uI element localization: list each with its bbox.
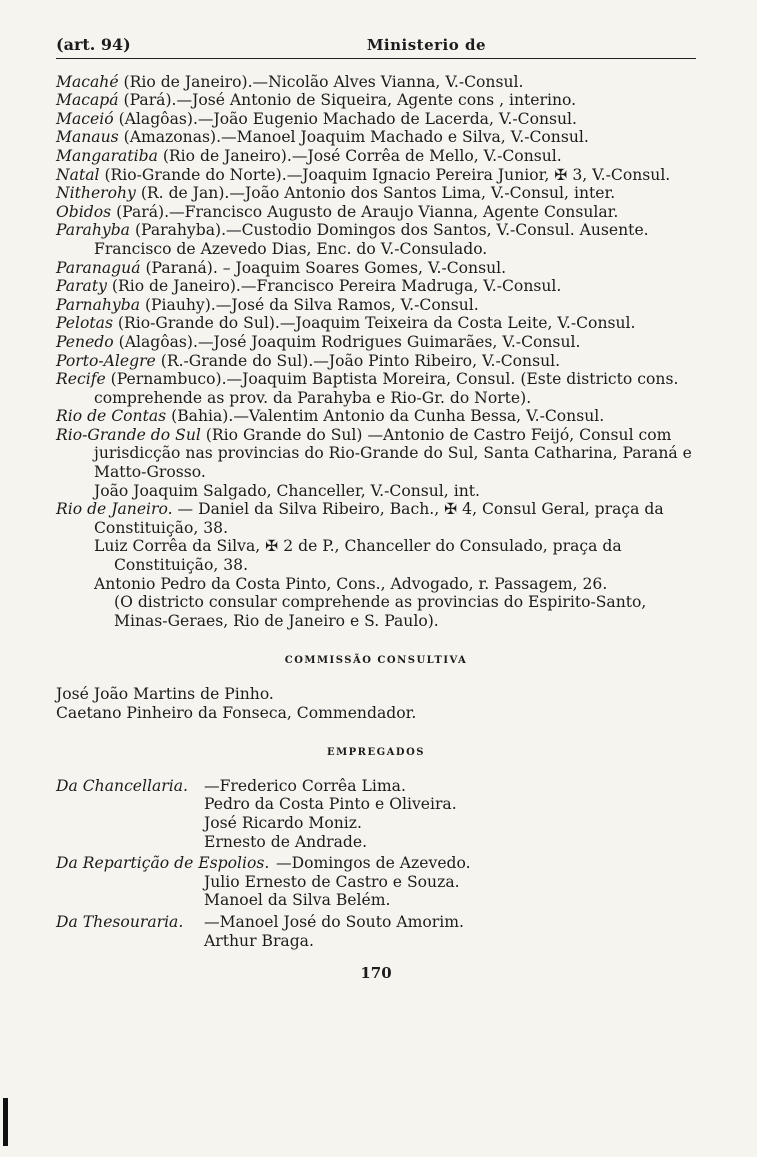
place-name: Paranaguá	[56, 258, 141, 277]
entry-text: (Bahia).—Valentim Antonio da Cunha Bessa, V.-Consul.	[166, 407, 605, 426]
place-name: Nitherohy	[56, 184, 136, 203]
entry-penedo	[56, 333, 696, 352]
commissao-member: José João Martins de Pinho.	[56, 685, 274, 703]
group-label: Da Thesouraria.	[56, 912, 184, 931]
entry-manaus	[56, 128, 696, 147]
entry-text: (Parahyba).—Custodio Domingos dos Santos, V.-Consul. Ausente.	[129, 221, 649, 240]
entry-macapa	[56, 91, 696, 110]
place-name: Paraty	[56, 277, 107, 296]
article-ref: (art. 94)	[56, 35, 131, 54]
employee-name: Ernesto de Andrade.	[204, 832, 368, 851]
place-name: Rio-Grande do Sul	[56, 425, 201, 444]
place-name: Macahé	[56, 72, 119, 91]
entry-text: (Pernambuco).—Joaquim Baptista Moreira, Consul. (Este districto cons. comprehende as prov. da Parahyba e Rio-Gr. do Norte).	[94, 370, 679, 407]
entry-text: (Rio-Grande do Norte).—Joaquim Ignacio Pereira Junior, ✠ 3, V.-Consul.	[99, 165, 671, 184]
place-name: Obidos	[56, 202, 112, 221]
place-name: Manaus	[56, 128, 119, 147]
page-number: 170	[360, 964, 392, 983]
rio-subentry-chanceller: Luiz Corrêa da Silva, ✠ 2 de P., Chanceller do Consulado, praça da Constituição, 38.	[94, 537, 622, 575]
entry-paraty	[56, 277, 696, 296]
consulate-list	[56, 73, 696, 631]
entry-porto-alegre	[56, 352, 696, 371]
place-name: Rio de Contas	[56, 407, 167, 426]
place-name: Maceió	[56, 109, 114, 128]
group-label: Da Chancellaria.	[56, 776, 188, 795]
parahyba-subentry: Francisco de Azevedo Dias, Enc. do V.-Consulado.	[94, 239, 488, 258]
employee-name: —Domingos de Azevedo.	[276, 854, 471, 873]
employee-name: Pedro da Costa Pinto e Oliveira.	[204, 795, 457, 814]
employee-name: —Frederico Corrêa Lima.	[204, 776, 406, 795]
employee-name: José Ricardo Moniz.	[204, 813, 362, 832]
entry-text: (Rio de Janeiro).—Francisco Pereira Madruga, V.-Consul.	[106, 277, 562, 296]
entry-text: (Alagôas).—João Eugenio Machado de Lacerda, V.-Consul.	[113, 109, 577, 128]
entry-text: (Rio de Janeiro).—Nicolão Alves Vianna, V.-Consul.	[118, 72, 524, 91]
entry-text: (Rio de Janeiro).—José Corrêa de Mello, V.-Consul.	[157, 146, 562, 165]
binding-edge-mark	[3, 1098, 8, 1146]
entry-recife	[56, 370, 696, 407]
entry-text: (Piauhy).—José da Silva Ramos, V.-Consul.	[140, 295, 479, 314]
entry-text: (Amazonas).—Manoel Joaquim Machado e Silva, V.-Consul.	[118, 128, 589, 147]
entry-maceio	[56, 110, 696, 129]
rgs-subentry: João Joaquim Salgado, Chanceller, V.-Consul, int.	[94, 481, 480, 500]
place-name: Parnahyba	[56, 295, 141, 314]
employee-name: —Manoel José do Souto Amorim.	[204, 912, 464, 931]
commissao-member: Caetano Pinheiro da Fonseca, Commendador.	[56, 703, 417, 722]
entry-paranagua	[56, 259, 696, 278]
place-name: Penedo	[56, 332, 114, 351]
entry-rio-grande-do-sul	[56, 426, 696, 482]
entry-rio-de-janeiro	[56, 500, 696, 537]
employee-name: Arthur Braga.	[204, 931, 314, 950]
entry-text: (Pará).—José Antonio de Siqueira, Agente cons , interino.	[118, 91, 577, 110]
employee-name: Julio Ernesto de Castro e Souza.	[204, 872, 460, 891]
entry-nitheroy	[56, 184, 696, 203]
group-thesouraria	[56, 913, 696, 932]
running-header	[56, 36, 696, 59]
commissao-heading: COMMISSÃO CONSULTIVA	[284, 655, 468, 667]
entry-text: (Paraná). – Joaquim Soares Gomes, V.-Consul.	[140, 258, 507, 277]
group-chancellaria	[56, 777, 696, 796]
entry-natal	[56, 166, 696, 185]
place-name: Pelotas	[56, 314, 113, 333]
group-label: Da Repartição de Espolios.	[56, 854, 270, 873]
place-name: Parahyba	[56, 221, 130, 240]
entry-text: — Daniel da Silva Ribeiro, Bach., ✠ 4, Consul Geral, praça da Constituição, 38.	[94, 500, 664, 537]
rio-district-note: (O districto consular comprehende as provincias do Espirito-Santo, Minas-Geraes, Rio de Janeiro e S. Paulo).	[114, 593, 647, 630]
commissao-list	[56, 685, 696, 722]
group-espolios	[56, 854, 696, 873]
empregados-list	[56, 777, 696, 950]
entry-parnahyba	[56, 296, 696, 315]
place-name: Mangaratiba	[56, 146, 158, 165]
place-name: Porto-Alegre	[56, 351, 156, 370]
entry-text: (Rio Grande do Sul) —Antonio de Castro Feijó, Consul com jurisdicção nas provincias do Rio-Grande do Sul, Santa Catharina, Paraná e Matto-Grosso.	[94, 425, 692, 482]
place-name: Rio de Janeiro.	[56, 500, 173, 519]
place-name: Macapá	[56, 91, 119, 110]
rio-subentry-advogado: Antonio Pedro da Costa Pinto, Cons., Advogado, r. Passagem, 26.	[94, 574, 608, 593]
entry-mangaratiba	[56, 147, 696, 166]
entry-text: (R.-Grande do Sul).—João Pinto Ribeiro, V.-Consul.	[155, 351, 561, 370]
entry-text: (Rio-Grande do Sul).—Joaquim Teixeira da Costa Leite, V.-Consul.	[112, 314, 636, 333]
empregados-heading: EMPREGADOS	[326, 747, 426, 759]
entry-parahyba	[56, 221, 696, 240]
entry-text: (R. de Jan).—João Antonio dos Santos Lima, V.-Consul, inter.	[135, 184, 616, 203]
entry-obidos	[56, 203, 696, 222]
entry-rio-de-contas	[56, 407, 696, 426]
entry-text: (Pará).—Francisco Augusto de Araujo Vianna, Agente Consular.	[111, 202, 619, 221]
employee-name: Manoel da Silva Belém.	[204, 891, 391, 910]
place-name: Recife	[56, 370, 106, 389]
entry-pelotas	[56, 314, 696, 333]
entry-macahe	[56, 73, 696, 92]
document-page	[56, 36, 696, 983]
place-name: Natal	[56, 165, 100, 184]
entry-text: (Alagôas).—José Joaquim Rodrigues Guimarães, V.-Consul.	[113, 332, 581, 351]
ministry-title: Ministerio de	[366, 36, 486, 54]
